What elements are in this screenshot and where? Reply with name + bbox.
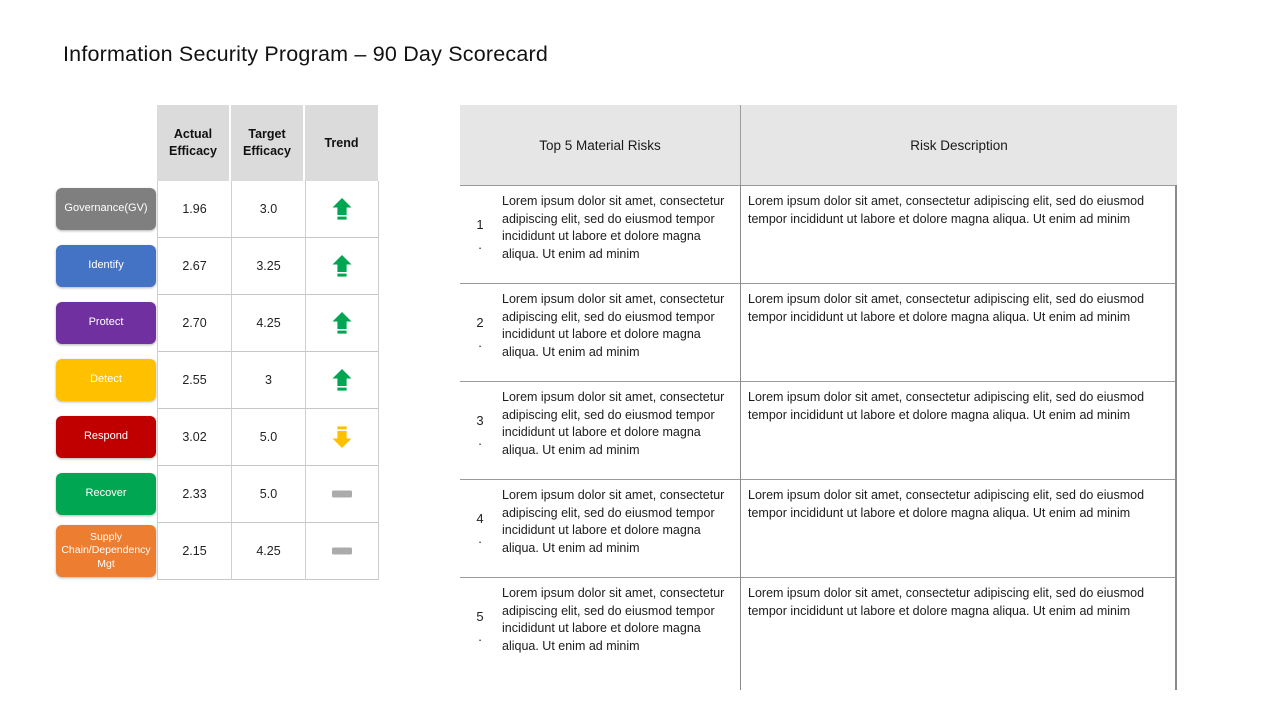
target-efficacy-value: 5.0 bbox=[232, 466, 306, 523]
trend-up-icon bbox=[331, 254, 353, 278]
actual-efficacy-value: 1.96 bbox=[158, 181, 232, 238]
risk-number-value: 5 bbox=[476, 609, 484, 624]
risk-number-value: 2 bbox=[476, 315, 484, 330]
trend-flat-icon bbox=[331, 546, 353, 556]
target-efficacy-value: 4.25 bbox=[232, 295, 306, 352]
target-efficacy-value: 3.0 bbox=[232, 181, 306, 238]
risk-number-dot: . bbox=[478, 334, 482, 350]
risk-number-value: 4 bbox=[476, 511, 484, 526]
trend-flat-icon bbox=[331, 489, 353, 499]
risk-number-dot: . bbox=[478, 432, 482, 448]
category-label-identify: Identify bbox=[56, 245, 156, 287]
risk-number-dot: . bbox=[478, 530, 482, 546]
trend-up-icon bbox=[331, 311, 353, 335]
trend-up-icon bbox=[331, 368, 353, 392]
trend-down-icon bbox=[331, 425, 353, 449]
risks-table-header bbox=[460, 105, 1177, 185]
risk-text: Lorem ipsum dolor sit amet, consectetur adipiscing elit, sed do eiusmod tempor incididunt ut labore et dolore magna aliqua. Ut enim ad minim bbox=[502, 194, 725, 261]
trend-cell bbox=[306, 523, 379, 580]
risk-text: Lorem ipsum dolor sit amet, consectetur adipiscing elit, sed do eiusmod tempor incididunt ut labore et dolore magna aliqua. Ut enim ad minim bbox=[502, 292, 725, 359]
risk-number bbox=[460, 382, 494, 479]
risk-number-dot: . bbox=[478, 628, 482, 644]
actual-efficacy-value: 2.55 bbox=[158, 352, 232, 409]
risk-number bbox=[460, 578, 494, 675]
category-label-respond: Respond bbox=[56, 416, 156, 458]
target-efficacy-value: 3.25 bbox=[232, 238, 306, 295]
actual-efficacy-value: 2.70 bbox=[158, 295, 232, 352]
category-label-governance: Governance(GV) bbox=[56, 188, 156, 230]
risk-text: Lorem ipsum dolor sit amet, consectetur adipiscing elit, sed do eiusmod tempor incididunt ut labore et dolore magna aliqua. Ut enim ad minim bbox=[502, 390, 725, 457]
risk-description-text: Lorem ipsum dolor sit amet, consectetur adipiscing elit, sed do eiusmod tempor incididunt ut labore et dolore magna aliqua. Ut enim ad minim bbox=[748, 292, 1145, 324]
column-header-trend: Trend bbox=[305, 105, 378, 181]
risk-row-4 bbox=[460, 479, 1177, 577]
risk-description-text: Lorem ipsum dolor sit amet, consectetur adipiscing elit, sed do eiusmod tempor incididunt ut labore et dolore magna aliqua. Ut enim ad minim bbox=[748, 194, 1145, 226]
risk-number bbox=[460, 284, 494, 381]
target-efficacy-value: 4.25 bbox=[232, 523, 306, 580]
category-label-supply-chain: Supply Chain/Dependency Mgt bbox=[56, 525, 156, 577]
target-efficacy-value: 3 bbox=[232, 352, 306, 409]
risk-description-text: Lorem ipsum dolor sit amet, consectetur adipiscing elit, sed do eiusmod tempor incididunt ut labore et dolore magna aliqua. Ut enim ad minim bbox=[748, 586, 1145, 618]
column-header-actual-efficacy: Actual Efficacy bbox=[157, 105, 229, 181]
risk-description-text: Lorem ipsum dolor sit amet, consectetur adipiscing elit, sed do eiusmod tempor incididunt ut labore et dolore magna aliqua. Ut enim ad minim bbox=[748, 390, 1145, 422]
actual-efficacy-value: 2.33 bbox=[158, 466, 232, 523]
risk-number bbox=[460, 480, 494, 577]
target-efficacy-value: 5.0 bbox=[232, 409, 306, 466]
column-header-top5-risks: Top 5 Material Risks bbox=[539, 137, 661, 153]
trend-cell bbox=[306, 352, 379, 409]
actual-efficacy-value: 2.15 bbox=[158, 523, 232, 580]
risk-row-5 bbox=[460, 577, 1177, 675]
actual-efficacy-value: 2.67 bbox=[158, 238, 232, 295]
risk-number-value: 3 bbox=[476, 413, 484, 428]
trend-up-icon bbox=[331, 197, 353, 221]
risk-row-2 bbox=[460, 283, 1177, 381]
category-label-recover: Recover bbox=[56, 473, 156, 515]
page-title: Information Security Program – 90 Day Scorecard bbox=[63, 42, 548, 66]
trend-cell bbox=[306, 295, 379, 352]
risk-number-value: 1 bbox=[476, 217, 484, 232]
risk-text: Lorem ipsum dolor sit amet, consectetur adipiscing elit, sed do eiusmod tempor incididunt ut labore et dolore magna aliqua. Ut enim ad minim bbox=[502, 488, 725, 555]
risk-description-text: Lorem ipsum dolor sit amet, consectetur adipiscing elit, sed do eiusmod tempor incididunt ut labore et dolore magna aliqua. Ut enim ad minim bbox=[748, 488, 1145, 520]
category-label-protect: Protect bbox=[56, 302, 156, 344]
risk-row-3 bbox=[460, 381, 1177, 479]
trend-cell bbox=[306, 409, 379, 466]
actual-efficacy-value: 3.02 bbox=[158, 409, 232, 466]
risks-table bbox=[460, 185, 1177, 690]
trend-cell bbox=[306, 181, 379, 238]
scorecard-table bbox=[157, 181, 378, 580]
risks-right-border bbox=[1175, 185, 1177, 690]
risk-number-dot: . bbox=[478, 236, 482, 252]
category-label-detect: Detect bbox=[56, 359, 156, 401]
risks-column-divider bbox=[740, 185, 741, 690]
risk-text: Lorem ipsum dolor sit amet, consectetur adipiscing elit, sed do eiusmod tempor incididunt ut labore et dolore magna aliqua. Ut enim ad minim bbox=[502, 586, 725, 653]
column-header-risk-description: Risk Description bbox=[740, 105, 1177, 185]
trend-cell bbox=[306, 238, 379, 295]
trend-cell bbox=[306, 466, 379, 523]
risk-row-1 bbox=[460, 185, 1177, 283]
risk-number bbox=[460, 186, 494, 283]
column-header-target-efficacy: Target Efficacy bbox=[231, 105, 303, 181]
